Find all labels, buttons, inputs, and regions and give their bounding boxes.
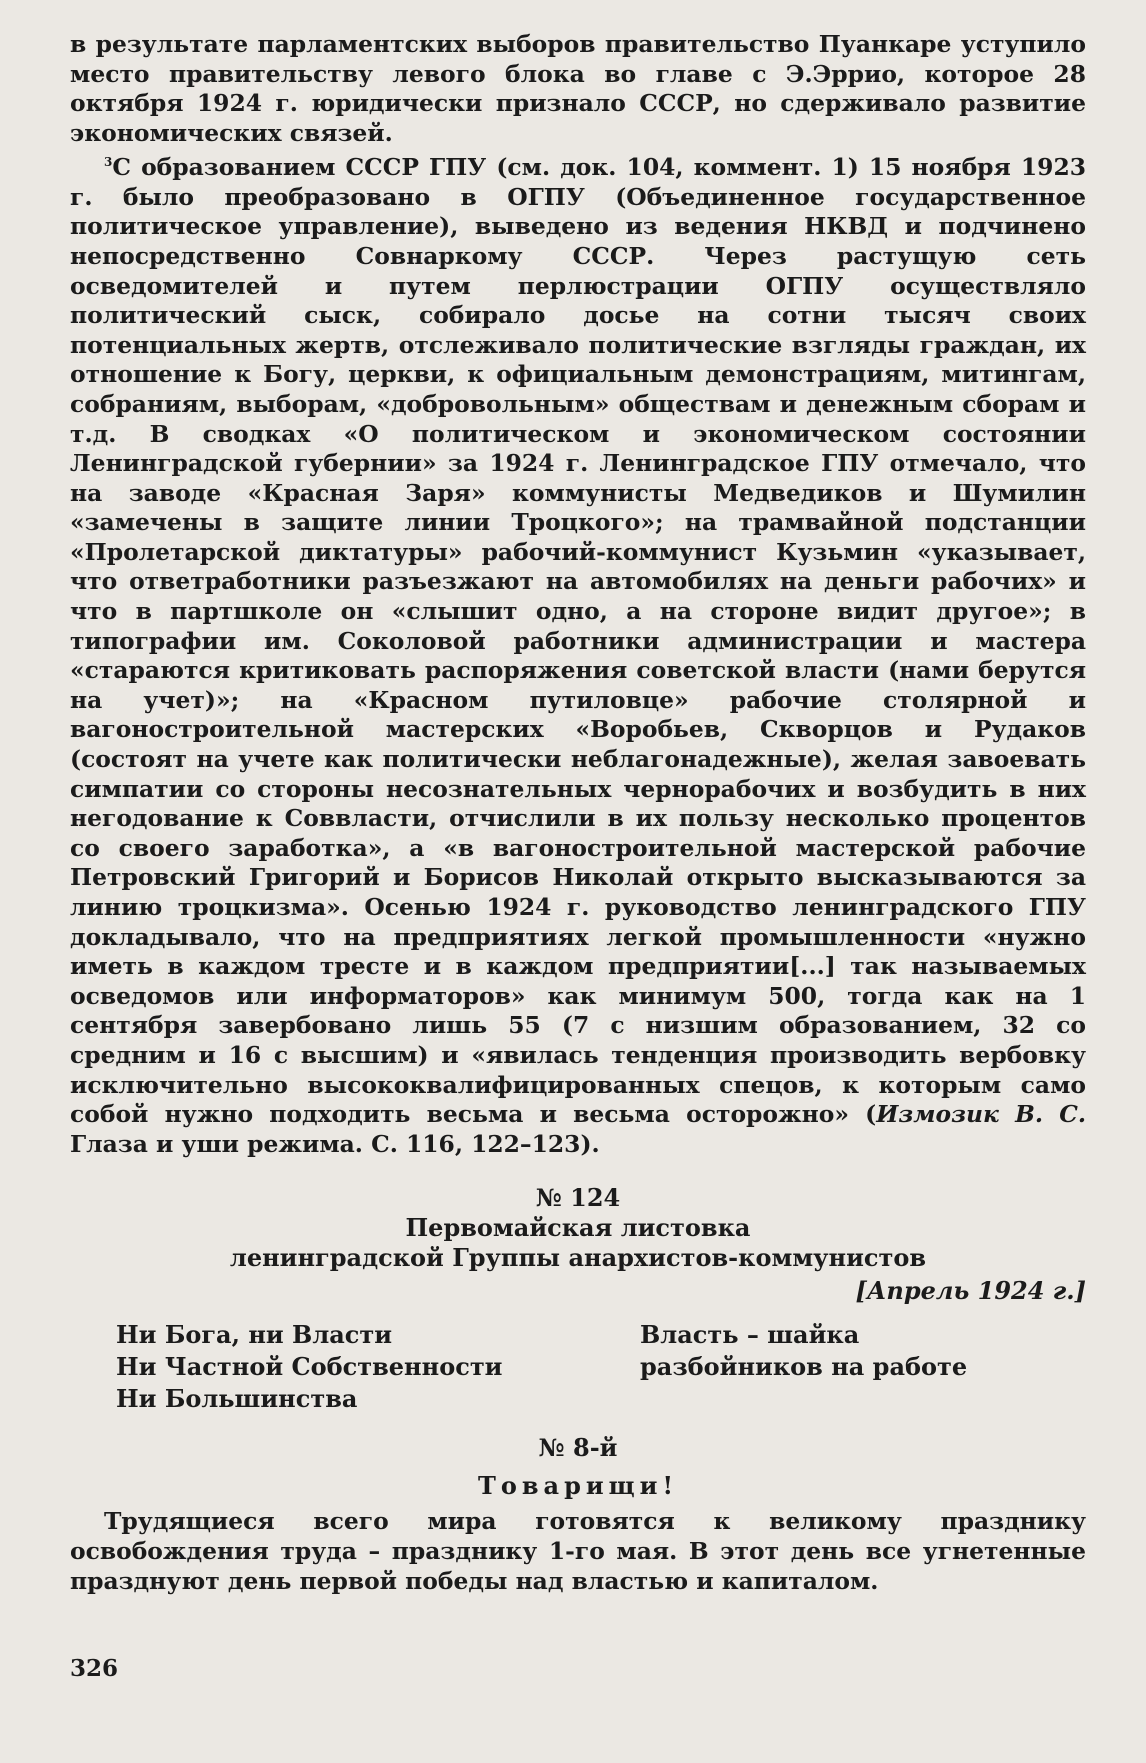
document-title-line-1: Первомайская листовка: [405, 1213, 751, 1243]
slogans-block: [70, 1319, 1086, 1415]
issue-number: № 8-й: [538, 1433, 618, 1463]
slogan-right-2: разбойников на работе: [640, 1352, 968, 1382]
slogan-left-2: Ни Частной Собственности: [116, 1352, 503, 1382]
citation-author: Измозик В. С.: [876, 1100, 1086, 1129]
footnote-marker: 3: [104, 155, 113, 170]
page-content: [70, 30, 1086, 1596]
slogans-left: [116, 1319, 640, 1415]
page-number: 326: [70, 1655, 119, 1682]
document-number: № 124: [535, 1183, 621, 1213]
footnote-text: С образованием СССР ГПУ (см. док. 104, коммент. 1) 15 ноября 1923 г. было преобразовано в ОГПУ (Объединенное государственное политическое управление), выведено из ведения НКВД и подчинено непосредственно Совнаркому СССР. Через растущую сеть осведомителей и путем перлюстрации ОГПУ осуществляло политический сыск, собирало досье на сотни тысяч своих потенциальных жертв, отслеживало политические взгляды граждан, их отношение к Богу, церкви, к официальным демонстрациям, митингам, собраниям, выборам, «добровольным» обществам и денежным сборам и т.д. В сводках «О политическом и экономическом состоянии Ленинградской губернии» за 1924 г. Ленинградское ГПУ отмечало, что на заводе «Красная Заря» коммунисты Медведиков и Шумилин «замечены в защите линии Троцкого»; на трамвайной подстанции «Пролетарской диктатуры» рабочий-коммунист Кузьмин «указывает, что ответработники разъезжают на автомобилях на деньги рабочих» и что в партшколе он «слышит одно, а на стороне видит другое»; в типографии им. Соколовой работники администрации и мастера «стараются критиковать распоряжения советской власти (нами берутся на учет)»; на «Красном путиловце» рабочие столярной и вагоностроительной мастерских «Воробьев, Скворцов и Рудаков (состоят на учете как политически неблагонадежные), желая завоевать симпатии со стороны несознательных чернорабочих и возбудить в них негодование к Соввласти, отчислили в их пользу несколько процентов со своего заработка», а «в вагоностроительной мастерской рабочие Петровский Григорий и Борисов Николай открыто высказываются за линию троцкизма». Осенью 1924 г. руководство ленинградского ГПУ докладывало, что на предприятиях легкой промышленности «нужно иметь в каждом тресте и в каждом предприятии[...] так называемых осведомов или информаторов» как минимум 500, тогда как на 1 сентября завербовано лишь 55 (7 с низшим образованием, 32 со средним и 16 с высшим) и «явилась тенденция производить вербовку исключительно высококвалифицированных спецов, к которым само собой нужно подходить весьма и весьма осторожно» (: [70, 153, 1086, 1129]
citation-rest: Глаза и уши режима. С. 116, 122–123).: [70, 1129, 600, 1158]
footnote-3: [70, 148, 1086, 1159]
intro-paragraph: в результате парламентских выборов правительство Пуанкаре уступило место правительству левого блока во главе с Э.Эррио, которое 28 октября 1924 г. юридически признало СССР, но сдерживало развитие экономических связей.: [70, 30, 1086, 147]
document-title-line-2: ленинградской Группы анархистов-коммунистов: [229, 1243, 927, 1273]
slogan-left-3: Ни Большинства: [116, 1384, 358, 1414]
slogan-right-1: Власть – шайка: [640, 1320, 860, 1350]
document-date: [Апрель 1924 г.]: [855, 1276, 1086, 1306]
greeting: Товарищи!: [478, 1471, 678, 1501]
leaflet-body: Трудящиеся всего мира готовятся к великому празднику освобождения труда – празднику 1-го мая. В этот день все угнетенные празднуют день первой победы над властью и капиталом.: [70, 1507, 1086, 1595]
slogan-left-1: Ни Бога, ни Власти: [116, 1320, 393, 1350]
slogans-right: [640, 1319, 967, 1415]
